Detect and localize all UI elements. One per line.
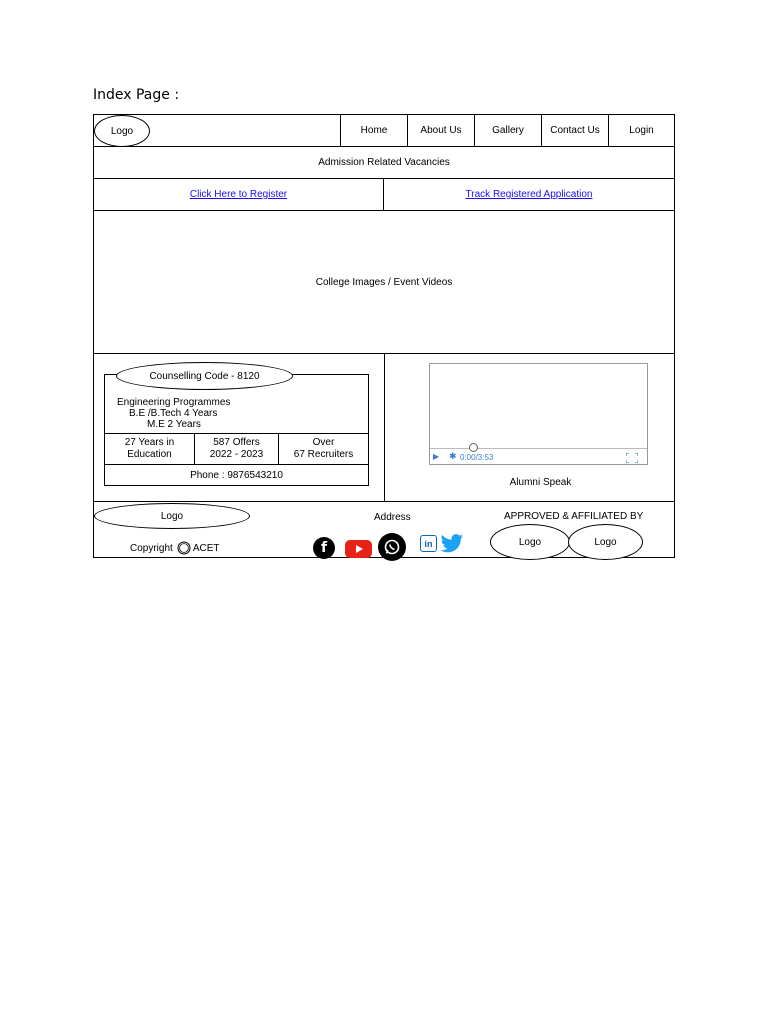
stat-years-line1: 27 Years in bbox=[124, 437, 175, 448]
youtube-icon[interactable] bbox=[345, 540, 372, 558]
nav-home-label: Home bbox=[360, 125, 388, 136]
stat-recruiters bbox=[279, 434, 368, 465]
program-title: Engineering Programmes bbox=[117, 397, 231, 408]
copyright-icon bbox=[177, 541, 191, 555]
header-logo-label: Logo bbox=[110, 125, 134, 137]
affiliation-logo-2[interactable] bbox=[568, 524, 643, 560]
affiliation-logo-1-label: Logo bbox=[518, 536, 542, 548]
media-placeholder-text: College Images / Event Videos bbox=[315, 276, 453, 288]
footer bbox=[94, 502, 674, 558]
footer-logo[interactable] bbox=[94, 503, 250, 529]
nav-contact-us[interactable] bbox=[541, 115, 608, 146]
counselling-code-badge bbox=[116, 362, 293, 390]
video-time: 0:00/3:53 bbox=[460, 453, 494, 462]
nav-contact-us-label: Contact Us bbox=[550, 125, 600, 136]
video-progress-track[interactable] bbox=[430, 448, 647, 449]
stat-years bbox=[105, 434, 195, 465]
twitter-icon[interactable] bbox=[440, 534, 464, 554]
copyright bbox=[130, 541, 219, 555]
page-heading: Index Page : bbox=[93, 87, 180, 103]
info-row bbox=[94, 354, 674, 502]
links-row bbox=[94, 179, 674, 211]
track-cell bbox=[384, 179, 674, 210]
stat-offers-line2: 2022 - 2023 bbox=[209, 449, 264, 460]
stat-recruiters-line2: 67 Recruiters bbox=[293, 449, 354, 460]
counselling-code-text: Counselling Code - 8120 bbox=[149, 370, 260, 382]
wireframe bbox=[93, 114, 675, 558]
track-application-link[interactable]: Track Registered Application bbox=[465, 189, 593, 200]
header-logo[interactable] bbox=[94, 115, 150, 147]
info-box bbox=[104, 374, 369, 486]
affiliation-logo-2-label: Logo bbox=[594, 536, 617, 548]
stat-years-line2: Education bbox=[127, 449, 172, 460]
nav-home[interactable] bbox=[340, 115, 407, 146]
info-divider bbox=[384, 354, 385, 501]
admission-banner bbox=[94, 147, 674, 179]
play-icon[interactable]: ▶ bbox=[433, 452, 440, 461]
linkedin-icon[interactable]: in bbox=[420, 535, 437, 552]
register-cell bbox=[94, 179, 384, 210]
nav-login-label: Login bbox=[629, 125, 654, 136]
program-be-btech: B.E /B.Tech 4 Years bbox=[129, 408, 218, 419]
stats-row bbox=[105, 433, 368, 465]
bluetooth-icon: ✱ bbox=[449, 451, 457, 461]
stat-recruiters-line1: Over bbox=[312, 437, 335, 448]
stat-offers-line1: 587 Offers bbox=[213, 437, 260, 448]
header-bar bbox=[94, 115, 674, 147]
nav-gallery-label: Gallery bbox=[492, 125, 524, 136]
nav-gallery[interactable] bbox=[474, 115, 541, 146]
admission-banner-text[interactable]: Admission Related Vacancies bbox=[318, 157, 450, 168]
phone bbox=[105, 465, 368, 485]
footer-logo-label: Logo bbox=[160, 510, 184, 522]
program-me: M.E 2 Years bbox=[147, 419, 201, 430]
whatsapp-icon[interactable] bbox=[378, 533, 406, 561]
video-caption-text: Alumni Speak bbox=[509, 476, 572, 488]
nav-about-us[interactable] bbox=[407, 115, 474, 146]
programs-block bbox=[117, 397, 230, 430]
video-progress-knob[interactable] bbox=[469, 443, 478, 452]
fullscreen-icon[interactable] bbox=[626, 450, 638, 460]
approved-label: APPROVED & AFFILIATED BY bbox=[504, 511, 644, 522]
copyright-brand: ACET bbox=[192, 542, 220, 554]
media-area bbox=[94, 211, 674, 354]
stat-offers bbox=[195, 434, 279, 465]
register-link[interactable]: Click Here to Register bbox=[189, 189, 288, 200]
copyright-label: Copyright bbox=[130, 542, 173, 554]
video-player[interactable] bbox=[429, 363, 648, 465]
video-caption bbox=[484, 475, 597, 489]
footer-address: Address bbox=[374, 512, 411, 523]
phone-text[interactable]: Phone : 9876543210 bbox=[190, 469, 283, 481]
affiliation-logo-1[interactable] bbox=[490, 524, 570, 560]
facebook-icon[interactable]: f bbox=[313, 537, 335, 559]
nav-about-us-label: About Us bbox=[420, 125, 462, 136]
nav-login[interactable] bbox=[608, 115, 674, 146]
